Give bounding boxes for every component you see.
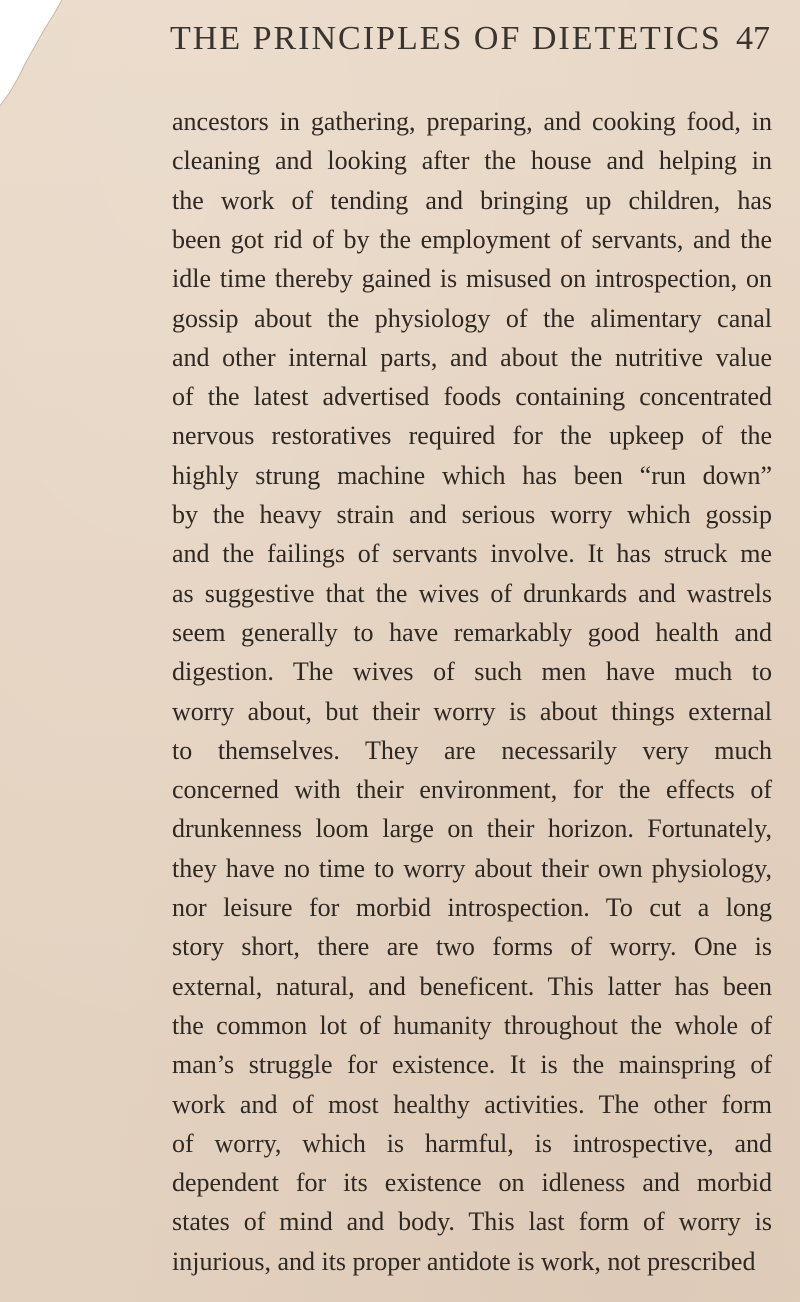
text-line: story short, there are two forms of worry. One is (172, 932, 772, 962)
text-line: the common lot of humanity throughout the whole of (172, 1010, 772, 1040)
text-line: and other internal parts, and about the nutritive value (172, 342, 772, 372)
page-number: 47 (736, 20, 770, 57)
text-line: to themselves. They are necessarily very much (172, 735, 772, 765)
text-line: and the failings of servants involve. It has struck me (172, 539, 772, 569)
text-line: drunkenness loom large on their horizon. Fortunately, (172, 814, 772, 844)
text-line: highly strung machine which has been “run down” (172, 460, 772, 490)
text-line: as suggestive that the wives of drunkards and wastrels (172, 578, 772, 608)
body-paragraph (172, 102, 772, 1282)
text-line: of worry, which is harmful, is introspective, and (172, 1128, 772, 1158)
text-line: injurious, and its proper antidote is work, not prescribed (172, 1246, 756, 1276)
text-line: external, natural, and beneficent. This latter has been (172, 971, 772, 1001)
running-head (170, 20, 770, 62)
text-line: states of mind and body. This last form of worry is (172, 1207, 772, 1237)
text-line: idle time thereby gained is misused on introspection, on (172, 264, 772, 294)
text-line: cleaning and looking after the house and helping in (172, 146, 772, 176)
text-line: nervous restoratives required for the upkeep of the (172, 421, 772, 451)
text-line: man’s struggle for existence. It is the mainspring of (172, 1050, 772, 1080)
text-line: concerned with their environment, for the effects of (172, 775, 772, 805)
text-line: gossip about the physiology of the alimentary canal (172, 303, 772, 333)
text-line: work and of most healthy activities. The other form (172, 1089, 772, 1119)
text-line: by the heavy strain and serious worry which gossip (172, 500, 772, 529)
text-line: worry about, but their worry is about things external (172, 696, 772, 726)
text-line: dependent for its existence on idleness and morbid (172, 1168, 772, 1198)
text-line: ancestors in gathering, preparing, and cooking food, in (172, 107, 772, 136)
text-line: they have no time to worry about their own physiology, (172, 853, 772, 883)
text-line: of the latest advertised foods containing concentrated (172, 382, 772, 412)
running-title: THE PRINCIPLES OF DIETETICS (170, 20, 722, 57)
text-line: digestion. The wives of such men have much to (172, 657, 772, 687)
text-line: nor leisure for morbid introspection. To cut a long (172, 893, 772, 922)
text-line: seem generally to have remarkably good health and (172, 617, 772, 647)
text-line: been got rid of by the employment of servants, and the (172, 224, 772, 254)
page-corner-mark (0, 0, 70, 110)
text-line: the work of tending and bringing up children, has (172, 185, 772, 215)
